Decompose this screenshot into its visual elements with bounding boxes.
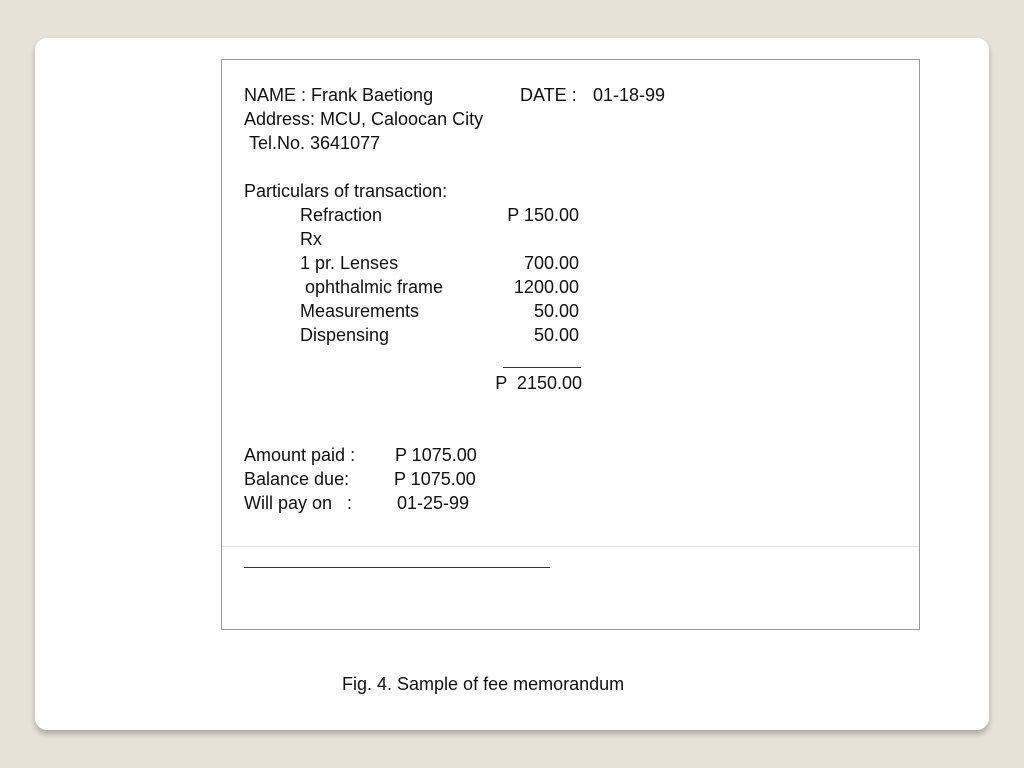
item-amount: 50.00: [533, 301, 579, 321]
item-label: Rx: [300, 229, 322, 249]
will-pay-value: 01-25-99: [397, 493, 470, 513]
item-label: Refraction: [300, 205, 383, 225]
date-label: DATE :: [520, 85, 577, 105]
item-label: Dispensing: [300, 325, 390, 345]
date-value: 01-18-99: [593, 85, 666, 105]
patient-name: NAME : Frank Baetiong: [244, 85, 434, 105]
item-amount: 1200.00: [513, 277, 579, 297]
figure-caption: Fig. 4. Sample of fee memorandum: [342, 674, 625, 694]
patient-address: Address: MCU, Caloocan City: [244, 109, 484, 129]
total-amount: P 2150.00: [495, 373, 582, 393]
sum-rule: [503, 367, 581, 368]
item-label: Measurements: [300, 301, 420, 321]
particulars-heading: Particulars of transaction:: [244, 181, 448, 201]
memo-divider: [222, 546, 919, 547]
item-amount: 50.00: [533, 325, 579, 345]
balance-due-label: Balance due:: [244, 469, 350, 489]
item-label: 1 pr. Lenses: [300, 253, 399, 273]
will-pay-label: Will pay on :: [244, 493, 353, 513]
amount-paid-label: Amount paid :: [244, 445, 356, 465]
item-label: ophthalmic frame: [305, 277, 444, 297]
amount-paid-value: P 1075.00: [395, 445, 477, 465]
patient-tel: Tel.No. 3641077: [249, 133, 381, 153]
signature-line: [244, 567, 550, 568]
item-amount: 700.00: [523, 253, 579, 273]
item-amount: P 150.00: [507, 205, 579, 225]
balance-due-value: P 1075.00: [394, 469, 476, 489]
